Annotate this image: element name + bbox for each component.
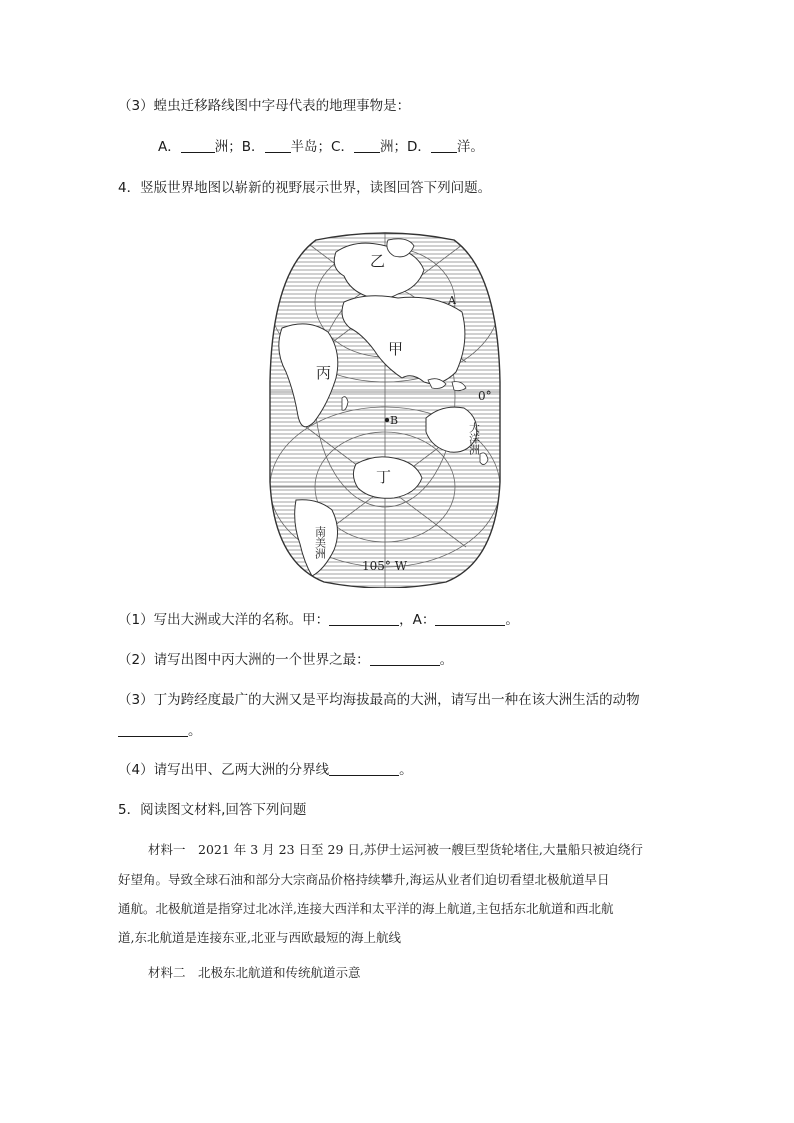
q4-sub4-end: 。 xyxy=(399,762,413,778)
map-label-bing: 丙 xyxy=(316,364,332,382)
map-label-jia: 甲 xyxy=(388,340,404,358)
q3-locust-options xyxy=(158,138,484,156)
q4-sub4 xyxy=(118,761,413,779)
material1-line: 通航。北极航道是指穿过北冰洋,连接大西洋和太平洋的海上航道,主包括东北航道和西北航 xyxy=(118,901,614,916)
q4-sub1-prompt: （1）写出大洲或大洋的名称。甲： xyxy=(118,612,330,628)
answer-blank-d[interactable] xyxy=(431,138,457,153)
q4-sub3-line1: （3）丁为跨经度最广的大洲又是平均海拔最高的大洲，请写出一种在该大洲生活的动物 xyxy=(118,692,640,708)
answer-blank-jia[interactable] xyxy=(329,611,399,626)
opt-a-label: A． xyxy=(158,139,181,155)
q4-title: 4．竖版世界地图以崭新的视野展示世界，读图回答下列问题。 xyxy=(118,180,492,196)
answer-blank-b[interactable] xyxy=(265,138,291,153)
q4-sub1-mid: ，A： xyxy=(399,612,436,628)
vertical-world-map xyxy=(266,232,504,588)
map-label-oceania: 大洋洲 xyxy=(467,422,481,455)
world-map-svg xyxy=(266,232,504,588)
opt-b-label: 洲；B． xyxy=(214,139,265,155)
answer-blank-a[interactable] xyxy=(181,138,215,153)
material2-caption: 材料二 北极东北航道和传统航道示意 xyxy=(148,965,361,980)
answer-blank-boundary[interactable] xyxy=(329,761,399,776)
q3-locust-prompt: （3）蝗虫迁移路线图中字母代表的地理事物是： xyxy=(118,98,411,114)
answer-blank-world-record[interactable] xyxy=(370,651,440,666)
q4-sub2 xyxy=(118,651,453,669)
answer-blank-ocean-a[interactable] xyxy=(435,611,505,626)
answer-blank-animal[interactable] xyxy=(118,722,188,737)
opt-c-label: 半岛；C． xyxy=(290,139,354,155)
answer-blank-c[interactable] xyxy=(354,138,380,153)
map-label-longitude: 105° W xyxy=(362,559,408,573)
q5-title: 5．阅读图文材料,回答下列问题 xyxy=(118,802,307,818)
map-label-ding: 丁 xyxy=(376,468,392,486)
q4-sub1 xyxy=(118,611,519,629)
map-label-b: B xyxy=(390,414,399,427)
q4-sub1-end: 。 xyxy=(505,612,519,628)
material1-line: 材料一 2021 年 3 月 23 日至 29 日,苏伊士运河被一艘巨型货轮堵住,大量船只被迫绕行 xyxy=(148,842,643,857)
opt-end-label: 洋。 xyxy=(456,139,484,155)
q4-sub2-end: 。 xyxy=(439,652,454,668)
material1-line: 道,东北航道是连接东亚,北亚与西欧最短的海上航线 xyxy=(118,930,401,945)
q4-sub4-prompt: （4）请写出甲、乙两大洲的分界线 xyxy=(118,762,330,778)
map-label-a: A xyxy=(448,294,456,307)
map-label-equator: 0° xyxy=(478,389,492,403)
q4-sub3-end: 。 xyxy=(188,723,202,739)
q4-sub2-prompt: （2）请写出图中丙大洲的一个世界之最： xyxy=(118,652,370,668)
map-label-south-america: 南美洲 xyxy=(313,526,327,559)
q4-sub3-line2 xyxy=(118,722,202,740)
map-label-yi: 乙 xyxy=(370,252,386,270)
material1-line: 好望角。导致全球石油和部分大宗商品价格持续攀升,海运从业者们迫切看望北极航道早日 xyxy=(118,872,610,887)
opt-d-label: 洲；D． xyxy=(379,139,431,155)
